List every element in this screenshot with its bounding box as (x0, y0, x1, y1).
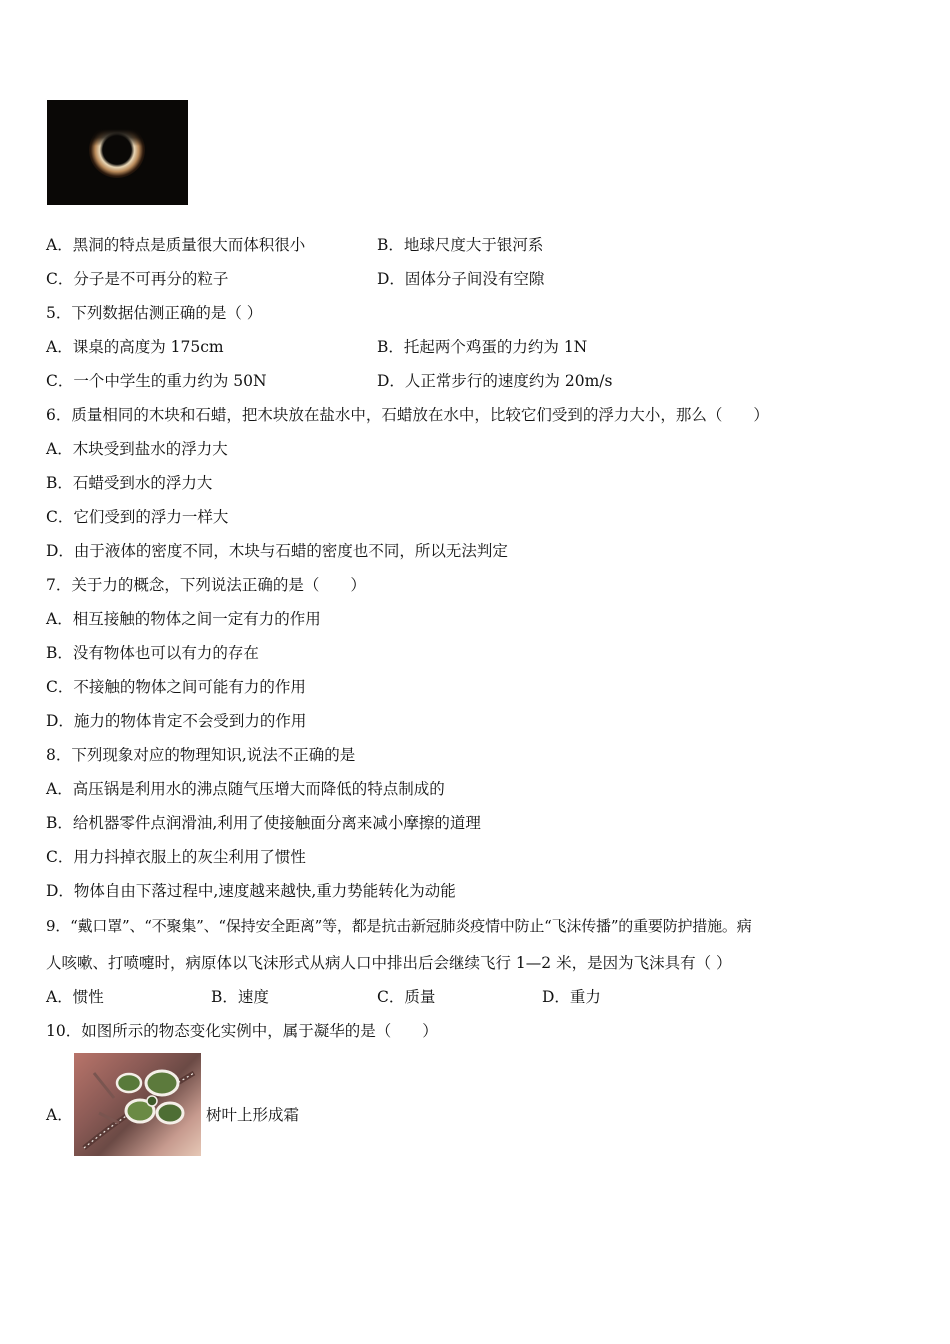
q4-option-b: B．地球尺度大于银河系 (377, 236, 544, 254)
q5-option-d: D．人正常步行的速度约为 20m/s (377, 372, 613, 390)
q4-option-a: A．黑洞的特点是质量很大而体积很小 (46, 236, 306, 254)
q6-stem: 6．质量相同的木块和石蜡，把木块放在盐水中，石蜡放在水中，比较它们受到的浮力大小，那么（ ） (46, 406, 769, 424)
q10-option-a-text: 树叶上形成霜 (206, 1106, 300, 1124)
q9-option-a: A．惯性 (46, 988, 104, 1006)
q8-stem: 8．下列现象对应的物理知识,说法不正确的是 (46, 746, 356, 764)
q8-option-d: D．物体自由下落过程中,速度越来越快,重力势能转化为动能 (46, 882, 456, 900)
q8-option-c: C．用力抖掉衣服上的灰尘利用了惯性 (46, 848, 306, 866)
q7-option-d: D．施力的物体肯定不会受到力的作用 (46, 712, 307, 730)
q4-option-c: C．分子是不可再分的粒子 (46, 270, 229, 288)
q6-option-c: C．它们受到的浮力一样大 (46, 508, 229, 526)
q6-option-a: A．木块受到盐水的浮力大 (46, 440, 228, 458)
q8-option-a: A．高压锅是利用水的沸点随气压增大而降低的特点制成的 (46, 780, 445, 798)
q7-option-c: C．不接触的物体之间可能有力的作用 (46, 678, 306, 696)
q7-stem: 7．关于力的概念，下列说法正确的是（ ） (46, 576, 366, 594)
q9-option-b: B．速度 (211, 988, 269, 1006)
q8-option-b: B．给机器零件点润滑油,利用了使接触面分离来减小摩擦的道理 (46, 814, 481, 832)
q4-option-d: D．固体分子间没有空隙 (377, 270, 545, 288)
q6-option-b: B．石蜡受到水的浮力大 (46, 474, 213, 492)
q4-option-row-1 (46, 234, 305, 256)
q9-stem-line1: 9．“戴口罩”、“不聚集”、“保持安全距离”等，都是抗击新冠肺炎疫情中防止“飞沫传播”的重要防护措施。病 (46, 917, 752, 935)
q5-option-c: C．一个中学生的重力约为 50N (46, 372, 267, 390)
q7-option-b: B．没有物体也可以有力的存在 (46, 644, 259, 662)
q9-option-d: D．重力 (542, 988, 601, 1006)
q10-stem: 10．如图所示的物态变化实例中，属于凝华的是（ ） (46, 1022, 438, 1040)
black-hole-image (47, 100, 188, 205)
q7-option-a: A．相互接触的物体之间一定有力的作用 (46, 610, 321, 628)
frost-leaves-image (74, 1053, 201, 1156)
q9-option-c: C．质量 (377, 988, 436, 1006)
q5-option-a: A．课桌的高度为 175cm (46, 338, 224, 356)
q6-option-d: D．由于液体的密度不同，木块与石蜡的密度也不同，所以无法判定 (46, 542, 508, 560)
q5-option-b: B．托起两个鸡蛋的力约为 1N (377, 338, 588, 356)
q9-stem-line2: 人咳嗽、打喷嚏时，病原体以飞沫形式从病人口中排出后会继续飞行 1—2 米，是因为飞沫具有（ ） (46, 954, 732, 972)
q10-option-a-label: A． (46, 1106, 73, 1124)
q5-stem: 5．下列数据估测正确的是（ ） (46, 304, 263, 322)
